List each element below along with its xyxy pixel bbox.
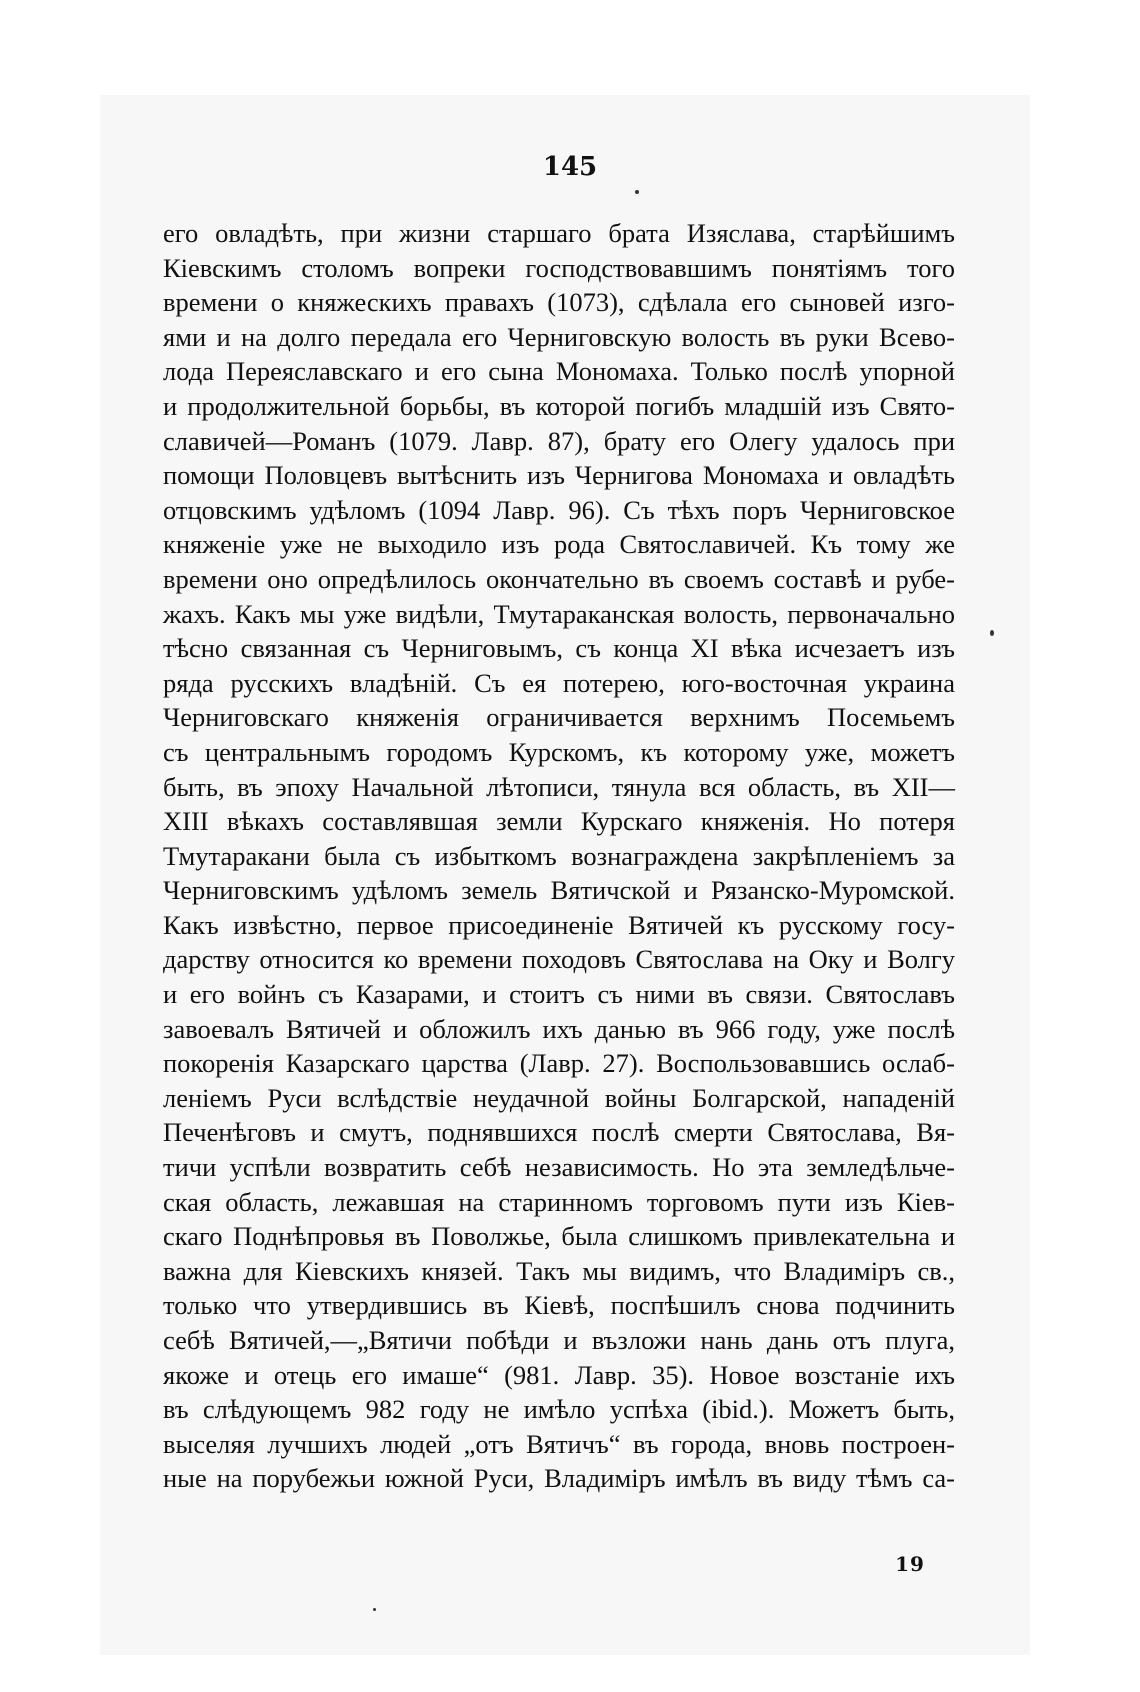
text-line: покоренія Казарскаго царства (Лавр. 27). Воспользовавшись ослаб- — [163, 1048, 955, 1079]
text-line: съ центральнымъ городомъ Курскомъ, къ которому уже, можетъ — [163, 736, 955, 767]
text-line: XIII вѣкахъ составлявшая земли Курскаго княженія. Но потеря — [163, 806, 955, 837]
text-line: важна для Кіевскихъ князей. Такъ мы видимъ, что Владиміръ св., — [163, 1255, 955, 1286]
text-line: Тмутаракани была съ избыткомъ вознаграждена закрѣпленіемъ за — [163, 840, 955, 871]
text-line: и продолжительной борьбы, въ которой погибъ младшій изъ Свято- — [163, 390, 955, 421]
text-line: завоевалъ Вятичей и обложилъ ихъ данью въ 966 году, уже послѣ — [163, 1013, 955, 1044]
text-line: себѣ Вятичей,—„Вятичи побѣди и възложи нань дань отъ плуга, — [163, 1325, 955, 1355]
text-line: ряда русскихъ владѣній. Съ ея потерею, юго-восточная украина — [163, 667, 955, 698]
page-number: 145 — [542, 152, 598, 182]
text-line: княженіе уже не выходило изъ рода Святославичей. Къ тому же — [163, 529, 955, 560]
text-line: жахъ. Какъ мы уже видѣли, Тмутараканская волость, первоначально — [163, 598, 955, 629]
text-line: выселяя лучшихъ людей „отъ Вятичъ“ въ города, вновь построен- — [163, 1428, 955, 1459]
text-line: только что утвердившись въ Кіевѣ, поспѣшилъ снова подчинить — [163, 1290, 955, 1321]
text-line: славичей—Романъ (1079. Лавр. 87), брату его Олегу удалось при — [163, 425, 955, 456]
text-line: времени оно опредѣлилось окончательно въ своемъ составѣ и рубе- — [163, 563, 955, 594]
text-line: Черниговскимъ удѣломъ земель Вятичской и Рязанско-Муромской. — [163, 875, 955, 906]
text-line: тичи успѣли возвратить себѣ независимость. Но эта земледѣльче- — [163, 1152, 955, 1183]
text-line: леніемъ Руси вслѣдствіе неудачной войны Болгарской, нападеній — [163, 1082, 955, 1113]
text-line: Какъ извѣстно, первое присоединеніе Вятичей къ русскому госу- — [163, 909, 955, 940]
text-line: ская область, лежавшая на старинномъ торговомъ пути изъ Кіев- — [163, 1186, 955, 1217]
text-line: тѣсно связанная съ Черниговымъ, съ конца XI вѣка исчезаетъ изъ — [163, 633, 955, 664]
text-line: его овладѣть, при жизни старшаго брата Изяслава, старѣйшимъ — [163, 218, 955, 248]
text-line: въ слѣдующемъ 982 году не имѣло успѣха (ibid.). Можетъ быть, — [163, 1394, 955, 1425]
text-line: лода Переяславскаго и его сына Мономаха. Только послѣ упорной — [163, 356, 955, 387]
ink-speck — [373, 1608, 376, 1611]
text-line: времени о княжескихъ правахъ (1073), сдѣлала его сыновей изго- — [163, 287, 955, 318]
text-line: ями и на долго передала его Черниговскую волость въ руки Всево- — [163, 321, 955, 352]
text-line: Черниговскаго княженія ограничивается верхнимъ Посемьемъ — [163, 702, 955, 733]
text-line: отцовскимъ удѣломъ (1094 Лавр. 96). Съ тѣхъ поръ Черниговское — [163, 494, 955, 525]
text-line: ные на порубежьи южной Руси, Владиміръ имѣлъ въ виду тѣмъ са- — [163, 1463, 955, 1494]
text-line: Кіевскимъ столомъ вопреки господствовавшимъ понятіямъ того — [163, 252, 955, 283]
text-line: помощи Половцевъ вытѣснить изъ Чернигова Мономаха и овладѣть — [163, 460, 955, 491]
printer-signature-mark: 19 — [895, 1552, 925, 1576]
text-line: дарству относится ко времени походовъ Святослава на Оку и Волгу — [163, 944, 955, 975]
body-text — [163, 216, 955, 1496]
text-line: Печенѣговъ и смутъ, поднявшихся послѣ смерти Святослава, Вя- — [163, 1117, 955, 1148]
text-line: и его войнъ съ Казарами, и стоитъ съ ними въ связи. Святославъ — [163, 979, 955, 1010]
text-line: скаго Поднѣпровья въ Поволжье, была слишкомъ привлекательна и — [163, 1221, 955, 1252]
ink-speck — [990, 630, 994, 636]
text-line: якоже и отець его имаше“ (981. Лавр. 35). Новое возстаніе ихъ — [163, 1359, 955, 1390]
ink-speck — [635, 190, 639, 194]
text-line: быть, въ эпоху Начальной лѣтописи, тянула вся область, въ XII— — [163, 771, 955, 802]
